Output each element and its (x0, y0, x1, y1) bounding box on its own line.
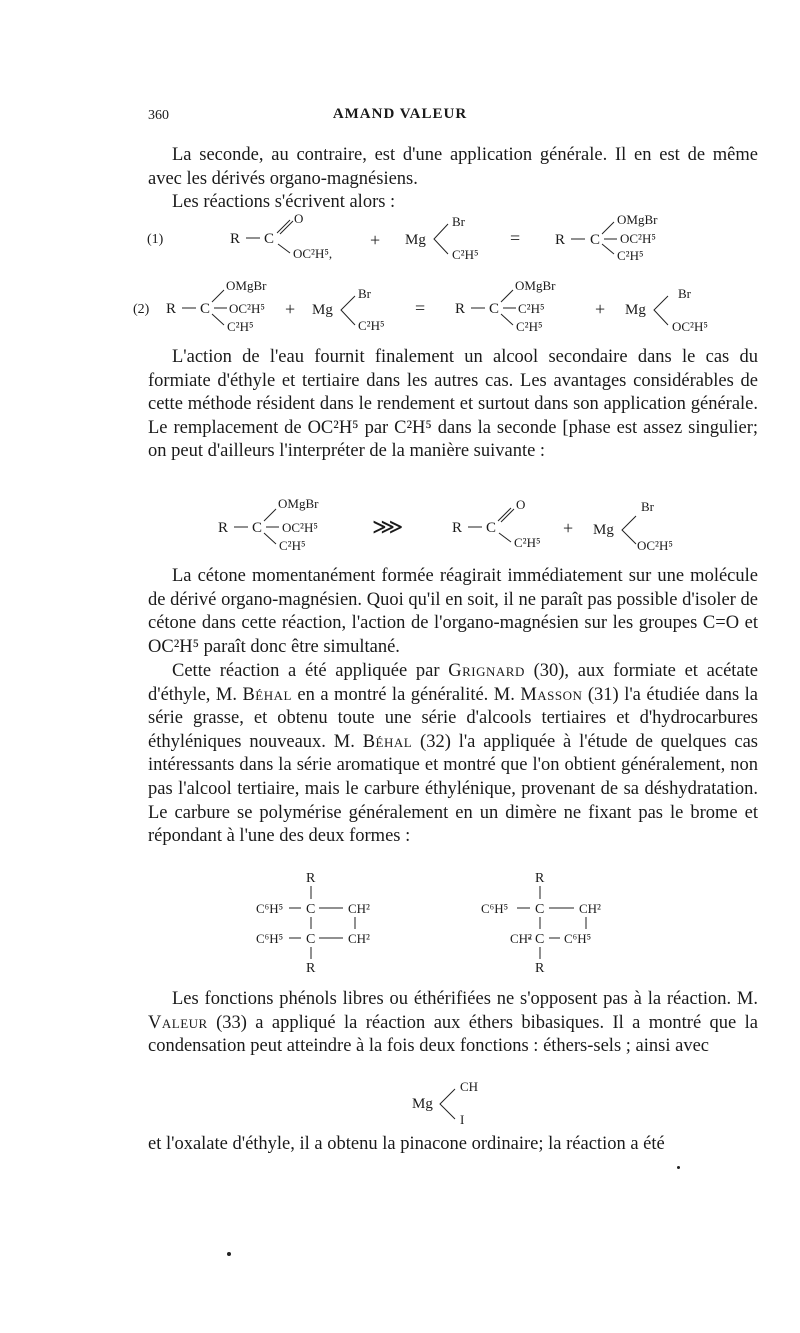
author-name: Grignard (448, 661, 525, 681)
atom-label: C (590, 232, 601, 248)
atom-label: OMgBr (226, 278, 267, 293)
atom-label: O (516, 497, 526, 512)
author-name: Béhal (242, 684, 292, 705)
atom-label: C⁶H⁵ (481, 901, 509, 916)
atom-label: O (294, 211, 304, 226)
atom-label: C (535, 902, 545, 917)
atom-label: C (306, 902, 316, 917)
equation-3 (0, 488, 800, 560)
text-block: L'action de l'eau fournit finalement un alcool secondaire dans le cas du formiate d'éthyle et tertiaire dans les autres cas. Les avantages considérables de cette méthode résident dans le rendement et surtout dans son application générale. Le remplacement de OC²H⁵ par C²H⁵ dans la seconde [phase est assez singulier; on peut d'ailleurs l'interpréter de la manière suivante : (148, 347, 758, 462)
running-title: AMAND VALEUR (332, 106, 468, 122)
atom-label: C²H⁵ (358, 318, 385, 333)
atom-label: Br (452, 214, 465, 229)
page-number: 360 (148, 108, 169, 123)
atom-label: C²H⁵ (514, 535, 541, 550)
atom-label: C²H⁵ (516, 319, 543, 334)
text-run: (31) l'a étudiée dans la série grasse, et obtenu toute une série d'alcools tertiaires et d'hydrocarbures éthyléniques nouveaux. M. (148, 684, 758, 752)
paragraph-history (148, 660, 758, 849)
equation-4 (0, 1075, 800, 1130)
author-name: Masson (520, 684, 583, 705)
text-line: et l'oxalate d'éthyle, il a obtenu la pinacone ordinaire; la réaction a été (148, 1134, 665, 1154)
atom-label: CH² (348, 931, 370, 946)
text-run: Les fonctions phénols libres ou éthérifiées ne s'opposent pas à la réaction. M. (172, 989, 758, 1009)
equation-2 (0, 270, 800, 340)
atom-label: Br (678, 286, 691, 301)
atom-label: R (306, 961, 316, 976)
atom-label: C (264, 231, 275, 247)
text-run: (30), aux formiate et acétate d'éthyle, M. (148, 661, 758, 705)
atom-label: C (486, 520, 497, 536)
paragraph-intro (148, 144, 758, 215)
paragraph-phenols (148, 988, 758, 1059)
text-block (148, 660, 758, 849)
atom-label: R (230, 231, 241, 247)
atom-label: C (200, 301, 211, 317)
author-name: Béhal (362, 731, 413, 752)
text-run: Cette réaction a été appliquée par (172, 661, 449, 681)
atom-label: C⁶H⁵ (564, 931, 592, 946)
text-run: en a montré la généralité. M. (291, 684, 521, 705)
atom-label: C (535, 932, 545, 947)
atom-label: Mg (312, 302, 333, 318)
atom-label: C⁶H⁵ (256, 901, 284, 916)
atom-label: CH (460, 1079, 479, 1094)
atom-label: OC²H⁵ (620, 231, 656, 246)
atom-label: CH² (579, 901, 601, 916)
plus-sign: + (595, 299, 606, 319)
atom-label: OC²H⁵, (293, 246, 333, 261)
atom-label: R (218, 520, 229, 536)
plus-sign: + (285, 299, 296, 319)
text-line: Les réactions s'écrivent alors : (172, 192, 396, 213)
atom-label: OC²H⁵ (637, 538, 673, 553)
equation-label: (2) (133, 302, 150, 317)
atom-label: C²H⁵ (279, 538, 306, 553)
plus-sign: + (370, 230, 381, 250)
atom-label: R (306, 871, 316, 886)
atom-label: R (455, 301, 466, 317)
atom-label: OC²H⁵ (672, 319, 708, 334)
atom-label: C⁶H⁵ (256, 931, 284, 946)
ink-speck (677, 1166, 680, 1169)
atom-label: C (306, 932, 316, 947)
dimer-structures (0, 868, 800, 983)
reaction-arrow: ⋙ (372, 514, 404, 539)
paragraph-action (148, 346, 758, 464)
equals-sign: = (415, 298, 426, 318)
equation-label: (1) (147, 232, 164, 247)
atom-label: C²H⁵ (452, 247, 479, 262)
atom-label: Mg (625, 302, 646, 318)
atom-label: CH² (348, 901, 370, 916)
atom-label: Br (358, 286, 371, 301)
text-run: (32) l'a appliquée à l'étude de quelques cas intéressants dans la série aromatique et montré que l'on obtient généralement, non pas l'alcool tertiaire, mais le carbure éthylénique, provenant de sa déshydratation. Le carbure se polymérise généralement en un dimère ne fixant pas le brome et répondant à l'une des deux formes : (148, 731, 759, 847)
atom-label: Mg (405, 232, 426, 248)
atom-label: OMgBr (515, 278, 556, 293)
atom-label: R (555, 232, 566, 248)
text-line: La seconde, au contraire, est d'une application générale. Il en est de même avec les dérivés organo-magnésiens. (148, 145, 758, 189)
atom-label: C (252, 520, 263, 536)
paragraph-oxalate (148, 1133, 758, 1157)
atom-label: OMgBr (617, 212, 658, 227)
paragraph-cetone (148, 565, 758, 659)
atom-label: C²H⁵ (518, 301, 545, 316)
atom-label: OC²H⁵ (282, 520, 318, 535)
atom-label: CH² (510, 931, 532, 946)
equals-sign: = (510, 228, 521, 248)
text-block: La cétone momentanément formée réagirait immédiatement sur une molécule de dérivé organo-magnésien. Quoi qu'il en soit, il ne paraît pas possible d'isoler de cétone dans cette réaction, l'action de l'organo-magnésien sur les groupes C=O et OC²H⁵ paraît donc être simultané. (148, 566, 758, 657)
ink-speck (227, 1252, 231, 1256)
equation-1 (0, 210, 800, 270)
author-name: Valeur (148, 1012, 208, 1033)
atom-label: OC²H⁵ (229, 301, 265, 316)
atom-label: I (460, 1112, 465, 1127)
atom-label: R (452, 520, 463, 536)
atom-label: C (489, 301, 500, 317)
atom-label: C²H⁵ (617, 248, 644, 263)
atom-label: R (535, 871, 545, 886)
atom-label: R (535, 961, 545, 976)
plus-sign: + (563, 518, 574, 538)
atom-label: R (166, 301, 177, 317)
text-block (148, 988, 758, 1059)
text-run: (33) a appliqué la réaction aux éthers bibasiques. Il a montré que la condensation peut atteindre à la fois deux fonctions : éthers-sels ; ainsi avec (148, 1012, 758, 1057)
atom-label: Br (641, 499, 654, 514)
atom-label: Mg (412, 1096, 433, 1112)
atom-label: Mg (593, 522, 614, 538)
atom-label: OMgBr (278, 496, 319, 511)
atom-label: C²H⁵ (227, 319, 254, 334)
